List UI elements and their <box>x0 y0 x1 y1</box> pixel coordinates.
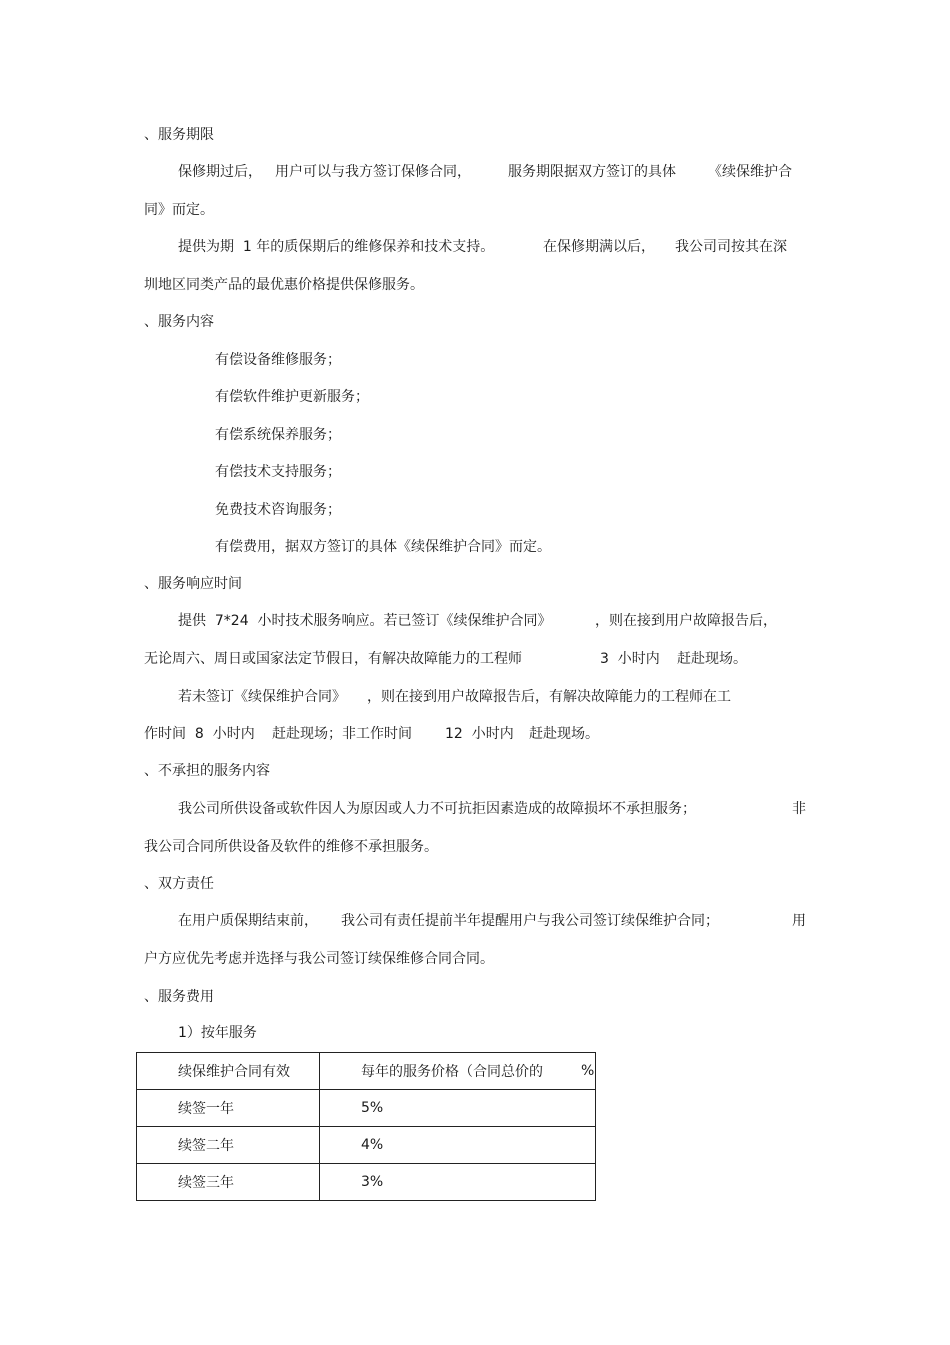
paragraph-text: 我公司有责任提前半年提醒用户与我公司签订续保维护合同； <box>341 913 719 929</box>
table-cell: 续签一年 <box>137 1090 320 1127</box>
paragraph-text: 作时间 8 小时内 <box>144 726 255 742</box>
paragraph-text: 赶赴现场。 <box>529 726 599 742</box>
table-cell: 3% <box>320 1164 596 1201</box>
section-heading-service-fees: 、服务费用 <box>144 989 214 1005</box>
paragraph-text: 我公司所供设备或软件因人为原因或人力不可抗拒因素造成的故障损坏不承担服务； <box>178 801 696 817</box>
paragraph-text: 圳地区同类产品的最优惠价格提供保修服务。 <box>144 277 424 293</box>
paragraph-text: 赶赴现场。 <box>677 651 747 667</box>
paragraph-text: 赶赴现场；非工作时间 <box>272 726 412 742</box>
paragraph-text: 若未签订《续保维护合同》 <box>178 689 346 705</box>
table-cell: 续签二年 <box>137 1127 320 1164</box>
paragraph-text: 提供 7*24 小时技术服务响应。若已签订《续保维护合同》 <box>178 613 552 629</box>
paragraph-text: ，则在接到用户故障报告后，有解决故障能力的工程师在工 <box>367 689 731 705</box>
section-heading-service-period: 、服务期限 <box>144 127 214 143</box>
fee-table <box>136 1052 596 1201</box>
list-item: 有偿设备维修服务； <box>215 352 341 368</box>
list-item: 有偿系统保养服务； <box>215 427 341 443</box>
paragraph-text: 用户可以与我方签订保修合同， <box>275 164 471 180</box>
list-item: 免费技术咨询服务； <box>215 502 341 518</box>
table-header-cell: 续保维护合同有效 <box>137 1053 320 1090</box>
table-row <box>137 1127 596 1164</box>
table-header-row <box>137 1053 596 1090</box>
paragraph-text: 我公司合同所供设备及软件的维修不承担服务。 <box>144 839 438 855</box>
paragraph-text: 3 小时内 <box>600 651 660 667</box>
section-heading-service-content: 、服务内容 <box>144 314 214 330</box>
subheading-annual-service: 1）按年服务 <box>178 1025 257 1041</box>
paragraph-text: 用 <box>792 913 806 929</box>
table-cell: 4% <box>320 1127 596 1164</box>
paragraph-text: 我公司司按其在深 <box>675 239 787 255</box>
paragraph-text: 提供为期 1 年的质保期后的维修保养和技术支持。 <box>178 239 495 255</box>
paragraph-text: 保修期过后， <box>178 164 262 180</box>
table-cell: 5% <box>320 1090 596 1127</box>
paragraph-text: 户方应优先考虑并选择与我公司签订续保维修合同合同。 <box>144 951 494 967</box>
section-heading-responsibilities: 、双方责任 <box>144 876 214 892</box>
table-header-percent-sign: % <box>581 1063 595 1079</box>
paragraph-text: 服务期限据双方签订的具体 <box>508 164 676 180</box>
table-cell: 续签三年 <box>137 1164 320 1201</box>
table-row <box>137 1164 596 1201</box>
list-item: 有偿软件维护更新服务； <box>215 389 369 405</box>
list-item: 有偿技术支持服务； <box>215 464 341 480</box>
paragraph-text: 在用户质保期结束前， <box>178 913 318 929</box>
paragraph-text: 在保修期满以后， <box>543 239 655 255</box>
paragraph-text: 同》而定。 <box>144 202 214 218</box>
paragraph-text: 无论周六、周日或国家法定节假日，有解决故障能力的工程师 <box>144 651 522 667</box>
list-item: 有偿费用，据双方签订的具体《续保维护合同》而定。 <box>215 539 551 555</box>
section-heading-response-time: 、服务响应时间 <box>144 576 242 592</box>
section-heading-exclusions: 、不承担的服务内容 <box>144 763 270 779</box>
paragraph-text: 12 小时内 <box>445 726 514 742</box>
paragraph-text: ，则在接到用户故障报告后， <box>595 613 777 629</box>
paragraph-text: 《续保维护合 <box>708 164 792 180</box>
table-header-text: 每年的服务价格（合同总价的 <box>361 1064 543 1080</box>
paragraph-text: 非 <box>792 801 806 817</box>
table-header-cell <box>320 1053 596 1090</box>
table-row <box>137 1090 596 1127</box>
